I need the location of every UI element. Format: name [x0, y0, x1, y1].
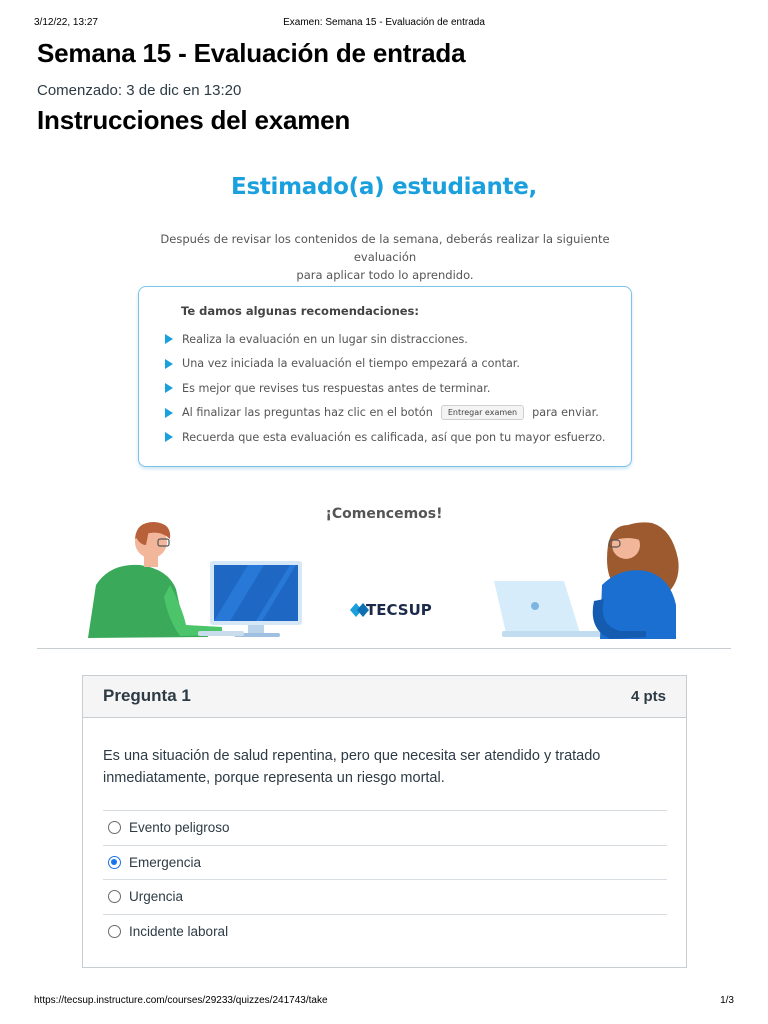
question-header	[83, 676, 686, 718]
answer-option-evento-peligroso[interactable]	[103, 811, 667, 846]
recommendation-item	[165, 352, 605, 377]
quiz-title: Semana 15 - Evaluación de entrada	[37, 38, 466, 68]
answer-label: Incidente laboral	[129, 924, 229, 940]
svg-text:TECSUP: TECSUP	[366, 601, 432, 619]
answer-option-emergencia[interactable]	[103, 846, 667, 881]
question-points: 4 pts	[630, 688, 666, 705]
page-url: https://tecsup.instructure.com/courses/29233/quizzes/241743/take	[34, 995, 328, 1006]
recommendation-item	[165, 401, 605, 426]
answer-option-urgencia[interactable]	[103, 880, 667, 915]
students-illustration	[80, 515, 690, 640]
recommendation-text: Recuerda que esta evaluación es calificada, así que pon tu mayor esfuerzo.	[182, 430, 606, 444]
print-footer	[34, 995, 734, 1009]
recommendations-title: Te damos algunas recomendaciones:	[181, 304, 420, 318]
arrow-right-icon	[165, 408, 173, 418]
recommendations-box	[138, 286, 632, 467]
answer-option-incidente-laboral[interactable]	[103, 915, 667, 950]
recommendations-list	[165, 327, 605, 450]
arrow-right-icon	[165, 432, 173, 442]
started-timestamp: Comenzado: 3 de dic en 13:20	[37, 82, 242, 99]
section-divider	[37, 648, 731, 649]
radio-button[interactable]	[108, 821, 121, 834]
male-student-figure	[88, 522, 222, 638]
arrow-right-icon	[165, 359, 173, 369]
female-student-figure	[593, 522, 679, 639]
radio-button[interactable]	[108, 890, 121, 903]
lets-begin-text: ¡Comencemos!	[325, 506, 443, 522]
banner-intro	[140, 230, 630, 284]
question-text: Es una situación de salud repentina, pero que necesita ser atendido y tratado inmediatamente, porque representa un riesgo mortal.	[103, 748, 601, 786]
submit-exam-button-image: Entregar examen	[441, 405, 524, 420]
radio-button-selected[interactable]	[108, 856, 121, 869]
instructions-title: Instrucciones del examen	[37, 105, 351, 135]
question-title: Pregunta 1	[103, 686, 191, 705]
recommendation-text: Una vez iniciada la evaluación el tiempo empezará a contar.	[182, 357, 520, 371]
answer-list	[103, 810, 667, 949]
recommendation-item	[165, 425, 605, 450]
answer-label: Urgencia	[129, 889, 184, 905]
recommendation-text: Es mejor que revises tus respuestas antes de terminar.	[182, 381, 491, 395]
arrow-right-icon	[165, 334, 173, 344]
recommendation-text: Realiza la evaluación en un lugar sin distracciones.	[182, 332, 468, 346]
desktop-monitor	[198, 561, 302, 637]
answer-label: Evento peligroso	[129, 820, 230, 836]
answer-label: Emergencia	[129, 854, 202, 870]
page-number: 1/3	[720, 995, 734, 1006]
print-date: 3/12/22, 13:27	[34, 17, 98, 28]
recommendation-text: para enviar.	[532, 406, 599, 420]
recommendation-text: Al finalizar las preguntas haz clic en el botón	[182, 406, 433, 420]
banner-intro-line: Después de revisar los contenidos de la semana, deberás realizar la siguiente evaluación	[160, 232, 610, 264]
arrow-right-icon	[165, 383, 173, 393]
recommendation-item	[165, 376, 605, 401]
radio-button[interactable]	[108, 925, 121, 938]
tecsup-logo	[350, 601, 432, 619]
print-title: Examen: Semana 15 - Evaluación de entrada	[283, 17, 485, 28]
print-header	[34, 17, 734, 31]
recommendation-item	[165, 327, 605, 352]
question-card	[82, 675, 687, 968]
banner-heading: Estimado(a) estudiante,	[231, 174, 537, 200]
banner-intro-line: para aplicar todo lo aprendido.	[296, 268, 474, 282]
